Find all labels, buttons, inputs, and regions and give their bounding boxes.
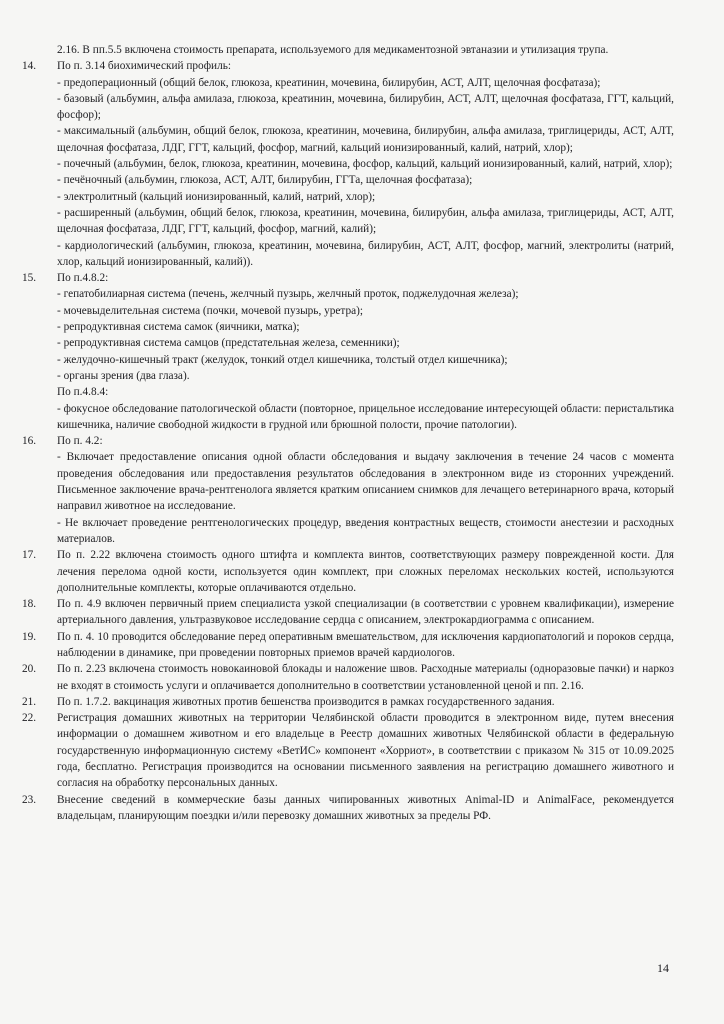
note-paragraph: - фокусное обследование патологической области (повторное, прицельное исследование интересующей области: перистальтика кишечника, наличие свободной жидкости в грудной или брюшной полости, прочие патологии). bbox=[57, 402, 675, 431]
note-paragraph: По п. 2.22 включена стоимость одного штифта и комплекта винтов, соответствующих размеру поврежденной кости. Для лечения перелома одной кости, используется один комплект, при сложных переломах нескольких костей, используются дополнительные комплекты, которые оплачиваются отдельно. bbox=[57, 549, 674, 594]
note-body bbox=[57, 433, 674, 547]
note-paragraph: - расширенный (альбумин, общий белок, глюкоза, креатинин, мочевина, билирубин, альфа амилаза, триглицериды, АСТ, АЛТ, щелочная фосфатаза, ЛДГ, ГГТ, кальций, фосфор, магний, калий); bbox=[57, 206, 674, 236]
note-paragraph: - репродуктивная система самок (яичники, матка); bbox=[57, 321, 300, 334]
document-body bbox=[22, 42, 674, 824]
note-number: 23. bbox=[22, 793, 37, 806]
note-paragraph: - мочевыделительная система (почки, мочевой пузырь, уретра); bbox=[57, 304, 364, 317]
note-body bbox=[57, 694, 674, 710]
note-body bbox=[57, 42, 674, 58]
note-paragraph: По п. 4. 10 проводится обследование перед оперативным вмешательством, для исключения кардиопатологий и пороков сердца, наблюдении в динамике, при проведении повторных приемов врачей кардиологов. bbox=[57, 630, 674, 659]
note-number: 20. bbox=[22, 663, 37, 676]
note-paragraph: - кардиологический (альбумин, глюкоза, креатинин, мочевина, билирубин, АСТ, АЛТ, фосфор, магний, электролиты (натрий, хлор, кальций ионизированный, калий)). bbox=[57, 239, 674, 268]
note-number: 17. bbox=[22, 549, 37, 562]
note-item bbox=[22, 433, 674, 547]
note-paragraph: - максимальный (альбумин, общий белок, глюкоза, креатинин, мочевина, билирубин, альфа амилаза, триглицериды, АСТ, АЛТ, щелочная фосфатаза, ЛДГ, ГГТ, кальций, фосфор, магний, кальций ионизированный, калий, натрий, хлор); bbox=[57, 125, 674, 154]
note-item bbox=[22, 42, 674, 58]
note-body bbox=[57, 58, 674, 270]
note-paragraph: Внесение сведений в коммерческие базы данных чипированных животных Animal-ID и AnimalFace, рекомендуется владельцам, планирующим поездки и/или перевозку домашних животных за пределы РФ. bbox=[57, 793, 674, 822]
note-paragraph: По п. 1.7.2. вакцинация животных против бешенства производится в рамках государственного задания. bbox=[57, 695, 555, 708]
note-body bbox=[57, 710, 674, 791]
note-body bbox=[57, 661, 674, 694]
note-paragraph: По п.4.8.4: bbox=[57, 386, 109, 399]
note-number: 16. bbox=[22, 435, 37, 448]
note-item bbox=[22, 710, 674, 791]
note-paragraph: - базовый (альбумин, альфа амилаза, глюкоза, креатинин, мочевина, билирубин, АСТ, АЛТ, щелочная фосфатаза, ГГТ, кальций, фосфор); bbox=[57, 92, 674, 122]
note-body bbox=[57, 596, 674, 629]
note-paragraph: - печёночный (альбумин, глюкоза, АСТ, АЛТ, билирубин, ГГТа, щелочная фосфатаза); bbox=[57, 174, 473, 187]
note-paragraph: - Включает предоставление описания одной области обследования и выдачу заключения в течение 24 часов с момента проведения обследования или предоставления результатов обследования в электронном виде из сторонних учреждений. Письменное заключение врача-рентгенолога является кратким описанием снимков для лечащего ветеринарного врача, который направил животное на исследование. bbox=[57, 451, 674, 513]
note-number bbox=[22, 42, 57, 58]
note-paragraph: - Не включает проведение рентгенологических процедур, введения контрастных веществ, стоимости анестезии и расходных материалов. bbox=[57, 516, 674, 545]
note-body bbox=[57, 547, 674, 596]
note-number: 19. bbox=[22, 630, 37, 643]
note-item bbox=[22, 694, 674, 710]
note-paragraph: По п. 4.2: bbox=[57, 435, 103, 448]
note-number: 22. bbox=[22, 712, 37, 725]
note-item bbox=[22, 629, 674, 662]
note-paragraph: - гепатобилиарная система (печень, желчный пузырь, желчный проток, поджелудочная железа); bbox=[57, 288, 519, 301]
note-item bbox=[22, 270, 674, 433]
note-body bbox=[57, 629, 674, 662]
note-paragraph: - электролитный (кальций ионизированный, калий, натрий, хлор); bbox=[57, 190, 376, 203]
note-paragraph: - желудочно-кишечный тракт (желудок, тонкий отдел кишечника, толстый отдел кишечника); bbox=[57, 353, 508, 366]
note-paragraph: Регистрация домашних животных на территории Челябинской области проводится в электронном виде, путем внесения информации о домашнем животном и его владельце в Реестр домашних животных Челябинской области в федеральную государственную информационную систему «ВетИС» компонент «Хорриот», в соответствии с приказом № 315 от 10.09.2025 года, бесплатно. Регистрация производится на основании письменного заявления на регистрацию домашнего животного и согласия на обработку персональных данных. bbox=[57, 712, 674, 790]
note-item bbox=[22, 547, 674, 596]
note-paragraph: По п. 4.9 включен первичный прием специалиста узкой специализации (в соответствии с уровнем квалификации), измерение артериального давления, ультразвуковое исследование сердца с описанием, электрокардиограмма с описанием. bbox=[57, 598, 674, 627]
note-paragraph: - почечный (альбумин, белок, глюкоза, креатинин, мочевина, фосфор, кальций, кальций ионизированный, калий, натрий, хлор); bbox=[57, 158, 673, 171]
note-body bbox=[57, 792, 674, 825]
note-paragraph: - органы зрения (два глаза). bbox=[57, 369, 190, 382]
note-item bbox=[22, 596, 674, 629]
note-paragraph: По п.4.8.2: bbox=[57, 272, 109, 285]
note-number: 14. bbox=[22, 60, 37, 73]
page-number: 14 bbox=[657, 961, 669, 975]
note-item bbox=[22, 58, 674, 270]
note-number: 21. bbox=[22, 695, 37, 708]
note-paragraph: 2.16. В пп.5.5 включена стоимость препарата, используемого для медикаментозной эвтаназии и утилизация трупа. bbox=[57, 44, 609, 56]
note-paragraph: - предоперационный (общий белок, глюкоза, креатинин, мочевина, билирубин, АСТ, АЛТ, щелочная фосфатаза); bbox=[57, 76, 601, 89]
note-body bbox=[57, 270, 674, 433]
note-number: 15. bbox=[22, 272, 37, 285]
note-item bbox=[22, 792, 674, 825]
note-item bbox=[22, 661, 674, 694]
note-paragraph: - репродуктивная система самцов (предстательная железа, семенники); bbox=[57, 337, 400, 350]
note-paragraph: По п. 3.14 биохимический профиль: bbox=[57, 60, 231, 73]
note-paragraph: По п. 2.23 включена стоимость новокаиновой блокады и наложение швов. Расходные материалы (одноразовые пачки) и наркоз не входят в стоимость услуги и оплачивается дополнительно в соответствии установленной ценой и пп. 2.16. bbox=[57, 663, 674, 692]
note-number: 18. bbox=[22, 598, 37, 611]
